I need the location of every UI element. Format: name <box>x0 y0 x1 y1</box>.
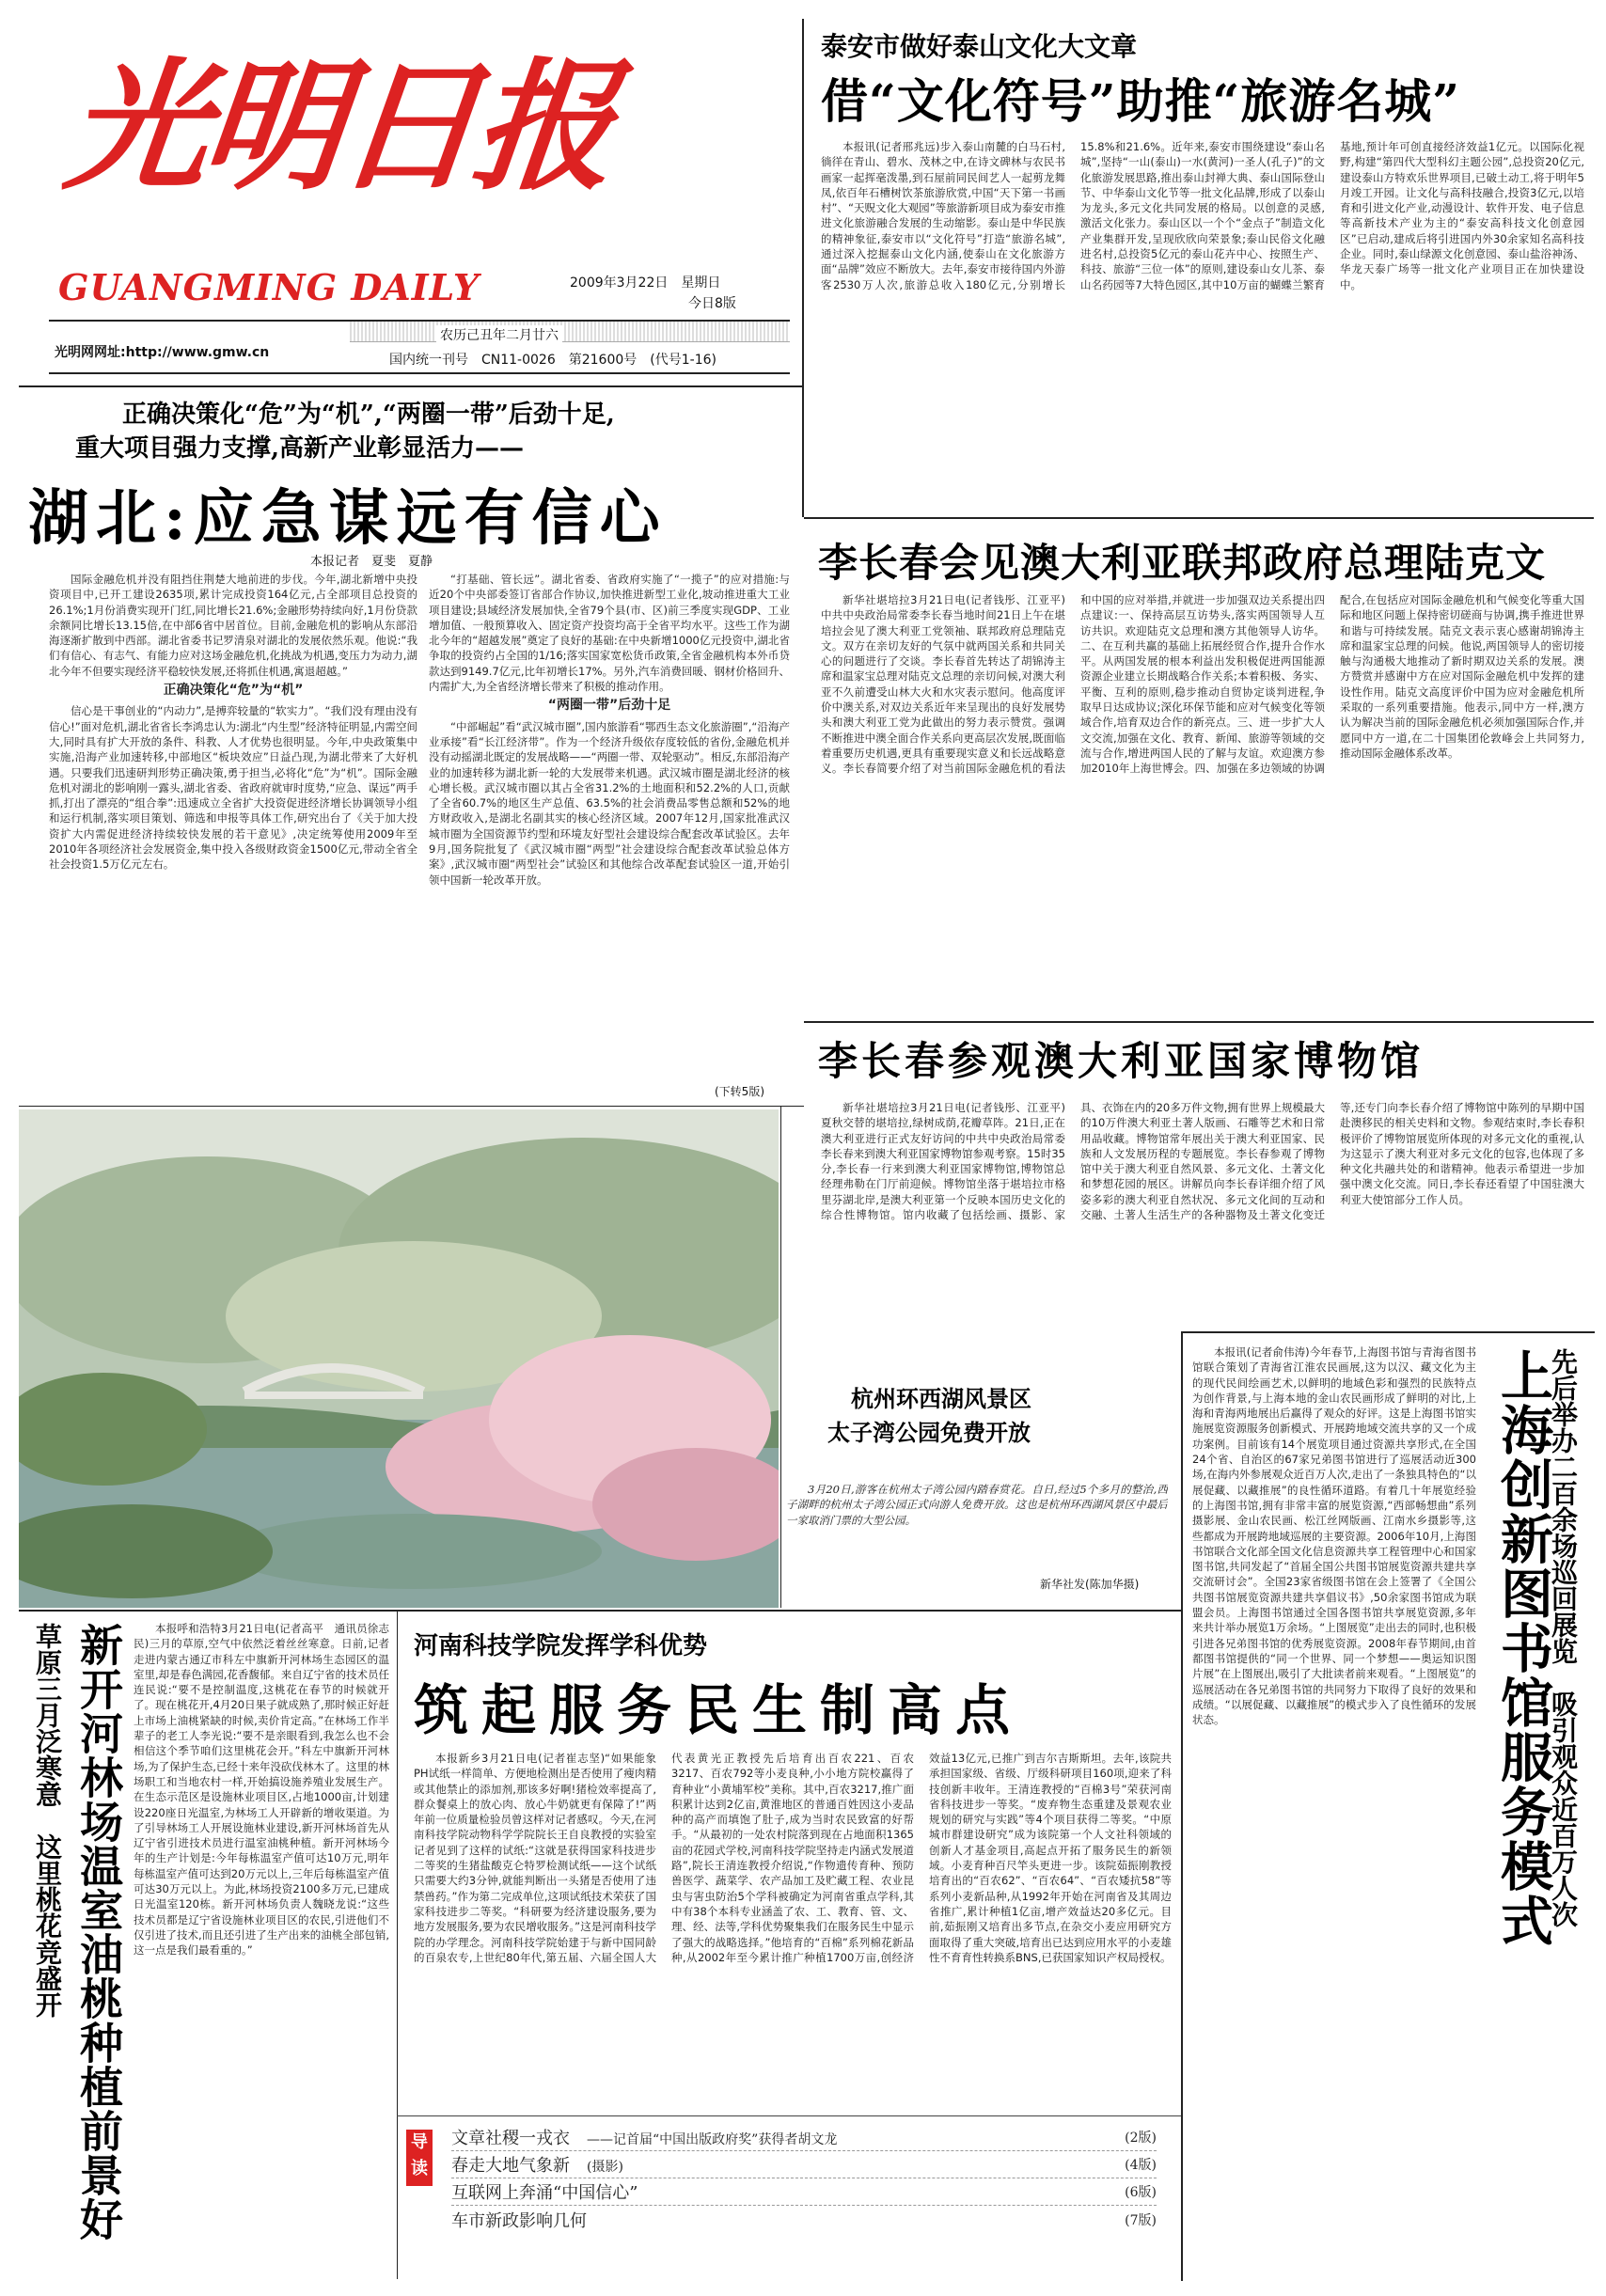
daodu-item[interactable] <box>451 2206 1157 2233</box>
taishan-headline: 借“文化符号”助推“旅游名城” <box>821 73 1461 129</box>
hubei-kicker-line1: 正确决策化“危”为“机”,“两圈一带”后劲十足, <box>122 401 615 429</box>
hangzhou-headline-line2: 太子湾公园免费开放 <box>827 1419 1031 1446</box>
li-meets-headline: 李长春会见澳大利亚联邦政府总理陆克文 <box>818 540 1547 586</box>
hangzhou-photo-illustration <box>19 1109 779 1608</box>
hangzhou-caption: 3月20日,游客在杭州太子湾公园内踏春赏花。自日,经过5个多月的整治,西子湖畔的杭州太子湾公园正式向游人免费开放。这也是杭州环西湖风景区中最后一家取消门票的大型公园。 <box>786 1483 1168 1527</box>
masthead-logo <box>58 28 811 244</box>
daodu-item-subtitle: ——记首届“中国出版政府奖”获得者胡文龙 <box>587 2132 838 2147</box>
daodu-item-page: (7版) <box>1125 2212 1157 2228</box>
shanghai-kicker: 先后举办二百余场巡回展览 吸引观众近百万人次 <box>1548 1348 1579 1927</box>
masthead-pages: 今日8版 <box>688 296 736 311</box>
hangzhou-headline-line1: 杭州环西湖风景区 <box>851 1385 1031 1412</box>
masthead-info-bar <box>49 320 790 374</box>
hangzhou-credit: 新华社发(陈加华摄) <box>1040 1578 1140 1591</box>
daodu-item[interactable] <box>451 2124 1157 2151</box>
hubei-subhead-2: “两圈一带”后劲十足 <box>547 698 671 714</box>
daodu-item-title: 春走大地气象新 <box>451 2156 570 2176</box>
hubei-continued[interactable]: (下转5版) <box>715 1085 764 1098</box>
xinkai-headline: 新开河林场温室油桃种植前景好 <box>73 1623 124 2241</box>
masthead-logo-text: 光明日报 <box>58 44 619 210</box>
daodu-list <box>451 2124 1157 2233</box>
li-meets-article-body: 新华社堪培拉3月21日电(记者钱彤、江亚平)中共中央政治局常委李长春当地时间21日上午在堪培拉会见了澳大利亚工党领袖、联邦政府总理陆克文。双方在亲切友好的气氛中就两国关系和共同关心的问题进行了交谈。李长春首先转达了胡锦涛主席和温家宝总理对陆克文总理的亲切问候,对澳大利亚不久前遭受山林大火和水灾表示慰问。他高度评价中澳关系,对双边关系近年来呈现出的良好发展势头和澳大利亚工党为此做出的努力表示赞赏。强调不断推进中澳全面合作关系向更高层次发展,既面临着重要历史机遇,更具有重要现实意义和长远战略意义。李长春简要介绍了对当前国际金融危机的看法和中国的应对举措,并就进一步加强双边关系提出四点建议:一、保持高层互访势头,落实两国领导人互访共识。欢迎陆克文总理和澳方其他领导人访华。二、在互利共赢的基础上拓展经贸合作,提升合作水平。从两国发展的根本利益出发积极促进两国能源资源企业建立长期战略合作关系;本着积极、务实、平衡、互利的原则,稳步推动自贸协定谈判进程,争取早日达成协议;深化环保节能和应对气候变化等领域合作,培育双边合作的新亮点。三、进一步扩大人文交流,加强在文化、教育、新闻、旅游等领域的交流与合作,增进两国人民的了解与友谊。欢迎澳方参加2010年上海世博会。四、加强在多边领域的协调配合,在包括应对国际金融危机和气候变化等重大国际和地区问题上保持密切磋商与协调,携手推进世界和谐与可持续发展。陆克文表示衷心感谢胡锦涛主席和温家宝总理的问候。他说,两国领导人的密切接触与沟通极大地推动了新时期双边关系的发展。澳方赞赏并感谢中方在应对国际金融危机中发挥的建设性作用。陆克文高度评价中国为应对金融危机所采取的一系列重要措施。他表示,同中方一样,澳方认为解决当前的国际金融危机必须加强国际合作,并愿同中方一道,在二十国集团伦敦峰会上共同努力,推动国际金融体系改革。 <box>821 593 1584 776</box>
masthead-lunar-date: 农历己丑年二月廿六 <box>436 325 562 344</box>
taishan-article-body: 本报讯(记者邢兆远)步入泰山南麓的白马石村,徜徉在青山、碧水、茂林之中,在诗文碑林与农民书画家一起挥毫泼墨,到石屋前同民间艺人一起剪龙舞凤,依百年石槽树饮茶旅游欣赏,中国“天下第一书画村”、“天贶文化大观园”等旅游新项目成为泰安市推进文化旅游融合发展的生动缩影。泰山是中华民族的精神象征,泰安市以“文化符号”打造“旅游名城”,通过深入挖掘泰山文化内涵,使泰山在文化旅游方面“品牌”效应不断放大。去年,泰安市接待国内外游客2530万人次,旅游总收入180亿元,分别增长15.8%和21.6%。近年来,泰安市围绕建设“泰山名城”,坚持“一山(泰山)一水(黄河)一圣人(孔子)”的文化旅游发展思路,推出泰山封禅大典、泰山国际登山节、中华泰山文化节等一批文化品牌,形成了以泰山为龙头,多元文化共同发展的格局。以创意的灵感,激活文化张力。泰山区以一个个“金点子”制造文化产业集群开发,呈现欣欣向荣景象;泰山民俗文化融进名村,总投资5亿元的泰山花卉中心、按照生产、科技、旅游“三位一体”的原则,建设泰山女儿茶、泰山名药园等7大特色园区,其中10万亩的蝴蝶兰繁育基地,预计年可创直接经济效益1亿元。以国际化视野,构建“第四代大型科幻主题公园”,总投资20亿元,建设泰山方特欢乐世界项目,已破土动工,将于明年5月竣工开园。让文化与高科技融合,投资3亿元,以培育和引进文化产业,动漫设计、软件开发、电子信息等高新技术产业为主的“泰安高科技文化创意园区”已启动,建成后将引进国内外30余家知名高科技企业。同时,泰山绿源文化创意园、泰山盐浴神汤、华龙天泰广场等一批文化产业项目正在加快建设中。 <box>821 140 1584 291</box>
daodu-item[interactable] <box>451 2178 1157 2206</box>
daodu-item-page: (4版) <box>1125 2158 1157 2173</box>
hubei-headline: 湖北:应急谋远有信心 <box>28 483 668 554</box>
henan-kicker: 河南科技学院发挥学科优势 <box>414 1632 708 1660</box>
daodu-badge-top: 导 <box>411 2132 428 2152</box>
masthead-issn: 国内统一刊号 CN11-0026 第21600号 (代号1-16) <box>389 353 716 368</box>
li-museum-article-body: 新华社堪培拉3月21日电(记者钱彤、江亚平)夏秋交替的堪培拉,绿树成荫,花瓣草阵。21日,正在澳大利亚进行正式友好访问的中共中央政治局常委李长春来到澳大利亚国家博物馆参观考察。15时35分,李长春一行来到澳大利亚国家博物馆,博物馆总经理弗勒在门厅前迎候。博物馆坐落于堪培拉市格里芬湖北岸,是澳大利亚第一个反映本国历史文化的综合性博物馆。馆内收藏了包括绘画、摄影、家具、衣饰在内的20多万件文物,拥有世界上规模最大的10万件澳大利亚土著人版画、石雕等艺术和日常用品收藏。博物馆常年展出关于澳大利亚国家、民族和人文发展历程的专题展览。李长春参观了博物馆中关于澳大利亚自然风景、多元文化、土著文化和梦想花园的展区。讲解员向李长春详细介绍了风姿多彩的澳大利亚自然状况、多元文化间的互动和交融、土著人生活生产的各种器物及土著文化变迁等,还专门向李长春介绍了博物馆中陈列的早期中国赴澳移民的相关史料和文物。参观结束时,李长春积极评价了博物馆展览所体现的对多元文化的重视,认为这显示了澳大利亚对多元文化的包容,也体现了多种文化共融共处的和谐精神。他表示希望进一步加强中澳文化交流。同日,李长春还看望了中国驻澳大利亚大使馆部分工作人员。 <box>821 1101 1584 1222</box>
daodu-item-title: 文章社稷一戎衣 <box>451 2129 570 2148</box>
daodu-badge-bottom: 读 <box>411 2159 428 2178</box>
masthead-english-name: GUANGMING DAILY <box>58 266 480 308</box>
li-museum-headline: 李长春参观澳大利亚国家博物馆 <box>818 1038 1425 1084</box>
masthead-website[interactable]: 光明网网址:http://www.gmw.cn <box>55 345 270 360</box>
taishan-kicker: 泰安市做好泰山文化大文章 <box>821 31 1138 62</box>
henan-article-body: 本报新乡3月21日电(记者崔志坚)“如果能象PH试纸一样简单、方便地检测出是否使用了瘦肉精或其他禁止的添加剂,那该多好啊!猪检效率提高了,群众餐桌上的放心肉、放心牛奶就更有保障了!”两年前一位质量检验员曾这样对记者感叹。今天,在河南科技学院动物科学学院院长王自良教授的实验室记者见到了这样的试纸:“这就是获得国家科技进步二等奖的生猪盐酸克仑特罗检测试纸——这个试纸只需要大约3分钟,就能判断出一头猪是否使用了违禁兽药。”作为第二完成单位,这项试纸技术荣获了国家科技进步二等奖。“科研要为经济建设服务,要为地方发展服务,要为农民增收服务。”这是河南科技学院的办学理念。河南科技学院始建于与新中国同龄的百泉农专,上世纪80年代,第五届、六届全国人大代表黄光正教授先后培育出百农221、百农3217、百农792等小麦良种,小小地方院校赢得了育种业“小黄埔军校”美称。其中,百农3217,推广面积累计达到2亿亩,黄淮地区的普通百姓因这小麦品种的高产而填饱了肚子,成为当时农民致富的好帮手。“从最初的一处农村院落到现在占地面积1365亩的花园式学校,河南科技学院坚持走内涵式发展道路”,院长王清连教授介绍说,“作物遗传育种、预防兽医学、蔬菜学、农产品加工及贮藏工程、农业昆虫与害虫防治5个学科被确定为河南省重点学科,其中有38个本科专业涵盖了农、工、教育、管、文、理、经、法等,学科优势聚集我们在服务民生中显示了强大的战略选择。”他培育的“百棉”系列棉花新品种,从2002年至今累计推广种植1700万亩,创经济效益13亿元,已推广到吉尔吉斯斯坦。去年,该院共承担国家级、省级、厅级科研项目160项,迎来了科技创新丰收年。王清连教授的“百棉3号”荣获河南省科技进步一等奖。“废弃物生态重建及景观农业规划的研究与实践”等4个项目获得二等奖。“中原城市群建设研究”成为该院第一个人文社科领域的创新人才基金项目,高起点开拓了服务民生的新领域。小麦育种百尺竿头更进一步。该院茹振刚教授培育出的“百农62”、“百农64”、“百农矮抗58”等系列小麦新品种,从1992年开始在河南省及其周边省推广,累计种植1亿亩,增产效益达20多亿元。目前,茹振刚又培育出多节点,在杂交小麦应用研究方面取得了重大突破,培育出已达到应用水平的小麦雄性不育育性转换系BNS,已获国家知识产权局授权。 <box>414 1752 1172 1964</box>
shanghai-headline: 上海创新图书馆服务模式 <box>1492 1348 1554 1948</box>
xinkai-kicker: 草原三月泛寒意 这里桃花竞盛开 <box>32 1623 63 2018</box>
daodu-item-title: 互联网上奔涌“中国信心” <box>451 2183 638 2203</box>
daodu-box <box>397 2115 1181 2281</box>
henan-headline: 筑起服务民生制高点 <box>414 1678 1024 1742</box>
xinkai-article-body: 本报呼和浩特3月21日电(记者高平 通讯员徐志民)三月的草原,空气中依然泛着丝丝寒意。日前,记者走进内蒙古通辽市科左中旗新开河林场生态园区的温室里,却是春色满园,花香馥郁。来自辽宁省的技术员任连民说:“要不是控制温度,这桃花在春节的时候就开了。现在桃花开,4月20日果子就成熟了,那时候正好赶上市场上油桃紧缺的时候,卖价肯定高。”在林场工作半辈子的老工人李光说:“要不是亲眼看到,我怎么也不会相信这个季节咱们这里桃花会开。”科左中旗新开河林场,为了保护生态,已经十来年没砍伐林木了。这里的林场职工和当地农村一样,开始搞设施养殖业发展生产。在生态示范区是设施林业项目区,占地1000亩,计划建设220座日光温室,为林场工人开辟新的增收渠道。为了引导林场工人开展设施林业建设,新开河林场首先从辽宁省引进技术员进行温室油桃种植。新开河林场今年的生产计划是:今年每栋温室产值可达10万元,明年每栋温室产值可达到20万元以上,三年后每栋温室产值可达30万元以上。为此,林场投资2100多万元,已建成日光温室120栋。新开河林场负责人魏晓龙说:“这些技术员都是辽宁省设施林业项目区的农民,引进他们不仅引进了技术,而且还引进了生产出来的油桃全部包销,这一点是我们最看重的。” <box>134 1622 389 1958</box>
daodu-item-page: (2版) <box>1125 2131 1157 2146</box>
daodu-badge <box>406 2130 433 2186</box>
daodu-item[interactable] <box>451 2151 1157 2178</box>
daodu-item-title: 车市新政影响几何 <box>451 2210 587 2231</box>
hubei-subhead-1: 正确决策化“危”为“机” <box>163 683 304 699</box>
hubei-article-left: 国际金融危机并没有阻挡住荆楚大地前进的步伐。今年,湖北新增中央投资项目中,已开工建设2635项,累计完成投资164亿元,占全部项目总投资的26.1%;1月份消费实现开门红,同比增长21.6%;金融形势持续向好,1月份贷款余额同比增长13.15倍,在中部6省中居首位。目前,金融危机的影响从东部沿海逐渐扩散到中西部。湖北省委书记罗清泉对湖北的发展依然乐观。他说:“我们有信心、有志气、有能力应对这场金融危机,化挑战为机遇,变压力为动力,湖北今年不但要实现经济平稳较快发展,还将抓住机遇,寓退超越。” 正确决策化“危”为“机” 信心是干事创业的“内动力”,是搏弈较量的“软实力”。“我们没有理由没有信心!”面对危机,湖北省省长李鸿忠认为:湖北“内生型”经济特征明显,内需空间大,同时具有扩大开放的条件、科教、人才优势也很明显。今年,中央政策集中实施,沿海产业加速转移,中部地区“板块效应”日益凸现,为湖北带来了大好机遇。只要我们迅速研判形势正确决策,勇于担当,必将化“危”为“机”。国际金融危机对湖北的影响刚一露头,湖北省委、省政府就审时度势,“应急、谋远”两手抓,打出了漂亮的“组合拳”:迅速成立全省扩大投资促进经济增长协调领导小组和运行机制,落实项目策划、筛选和申报等具体工作,研究出台了《关于加大投资扩大内需促进经济持续较快发展的若干意见》,决定统筹使用2009年至2010年各项经济社会发展资金,集中投入各级财政资金1500亿元,带动全省全社会投资1.5万亿元左右。 <box>49 573 417 872</box>
hubei-kicker-line2: 重大项目强力支撑,高新产业彰显活力—— <box>75 434 525 463</box>
shanghai-article-body: 本报讯(记者俞伟涛)今年春节,上海图书馆与青海省图书馆联合策划了青海省江淮农民画展,这为以汉、藏文化为主的现代民间绘画艺术,以鲜明的地域色彩和强烈的民族特点为创作背景,与上海本地的金山农民画形成了鲜明的对比,上海和青海两地展出后赢得了观众的好评。这是上海图书馆实施展览资源服务创新模式、开展跨地域交流共享的又一个成功案例。目前该有14个展览项目通过资源共享形式,在全国24个省、自治区的67家兄弟图书馆进行了巡展活动近300场,在海内外参展观众近百万人次,走出了一条独具特色的“以展促藏、以藏推展”的良性循环道路。有着几十年展览经验的上海图书馆,拥有非常丰富的展览资源,“西部畅想曲”系列摄影展、金山农民画、松江丝网版画、江南水乡摄影等,这些都成为开展跨地域巡展的主要资源。2006年10月,上海图书馆联合文化部全国文化信息资源共享工程管理中心和国家图书馆,共同发起了“首届全国公共图书馆展览资源共建共享交流研讨会”。全国23家省级图书馆在会上签署了《全国公共图书馆展览资源共建共享倡议书》,50余家图书馆成为联盟会员。上海图书馆通过全国各图书馆共享展览资源,多年来共计举办展览1万余场。“上图展览”走出去的同时,也积极引进各兄弟图书馆的优秀展览资源。2008年春节期间,由首都图书馆提供的“同一个世界、同一个梦想——奥运知识图片展”在上图展出,吸引了大批读者前来观看。“上图展览”的巡展活动在各兄弟图书馆的共同努力下取得了良好的效果和成绩。“以展促藏、以藏推展”的模式步入了良性循环的发展状态。 <box>1192 1345 1476 1727</box>
hubei-byline: 本报记者 夏斐 夏静 <box>310 555 433 569</box>
hubei-article-right: “打基础、管长远”。湖北省委、省政府实施了“一揽子”的应对措施:与近20个中央部委签订省部合作协议,加快推进新型工业化,坡动推进重大工业项目建设;县域经济发展加快,全省79个县(市、区)前三季度实现GDP、工业增加值、一般预算收入、固定资产投资均高于全省平均水平。这些工作为湖北今年的“超越发展”奠定了良好的基础:在中央新增1000亿元投资中,湖北省争取的投资约占全国的1/16;落实国家宽松货币政策,全省金融机构本外币贷款达到9149.7亿元,比年初增长17%。另外,汽车消费回暖、钢材价格回升、内需扩大,为全省经济增长带来了积极的推动作用。 “两圈一带”后劲十足 “中部崛起”看“武汉城市圈”,国内旅游看“鄂西生态文化旅游圈”,“沿海产业承接”看“长江经济带”。作为一个经济升级依存度较低的省份,金融危机并没有动摇湖北既定的发展战略——“两圈一带、双轮驱动”。相反,东部沿海产业的加速转移为湖北新一轮的大发展带来机遇。武汉城市圈是湖北经济的核心增长极。武汉城市圈以其占全省31.2%的土地面积和52.2%的人口,贡献了全省60.7%的地区生产总值、63.5%的社会消费品零售总额和52%的地方财政收入,是湖北名副其实的核心经济区域。2007年12月,国家批准武汉城市圈为全国资源节约型和环境友好型社会建设综合配套改革试验区。去年9月,国务院批复了《武汉城市圈“两型”社会建设综合配套改革试验总体方案》,武汉城市圈“两型社会”试验区和其他综合改革配套试验区一道,开始引领中国新一轮改革开放。 <box>429 573 790 887</box>
masthead-date: 2009年3月22日 星期日 <box>570 275 721 291</box>
daodu-item-subtitle: (摄影) <box>587 2160 623 2175</box>
daodu-item-page: (6版) <box>1125 2185 1157 2200</box>
hangzhou-photo <box>19 1109 779 1608</box>
